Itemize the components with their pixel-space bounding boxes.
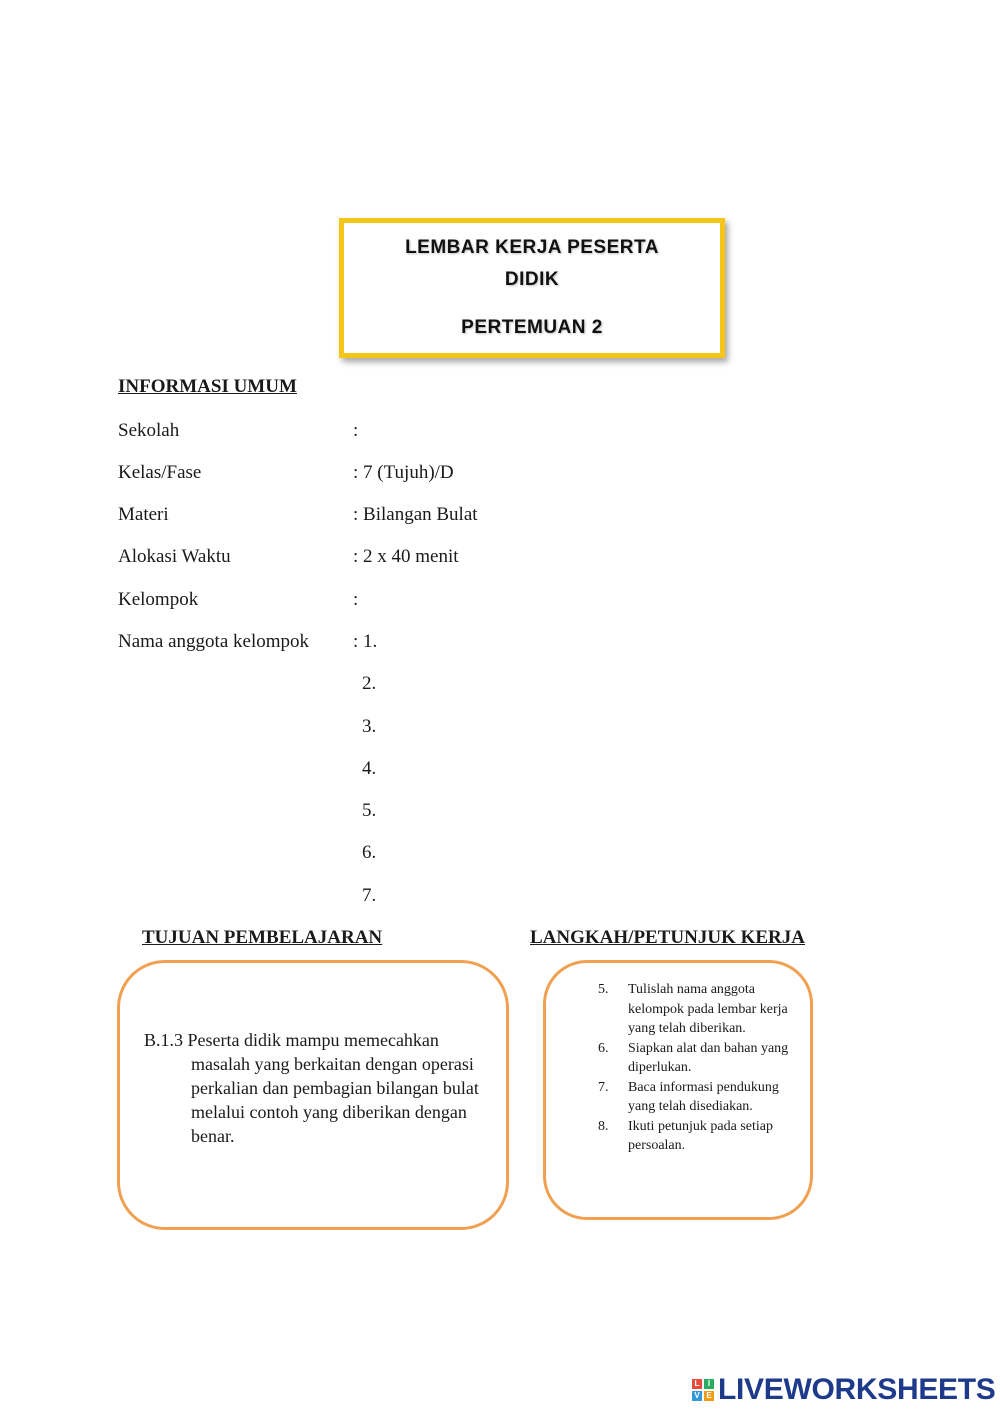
meeting-title: PERTEMUAN 2 xyxy=(461,317,603,338)
info-value-group[interactable]: : xyxy=(353,589,359,610)
step-number: 6. xyxy=(598,1040,609,1056)
step-item xyxy=(598,1078,798,1117)
logo-grid-icon xyxy=(692,1379,714,1401)
info-label-material: Materi xyxy=(118,504,169,525)
steps-list xyxy=(598,980,798,1156)
step-number: 8. xyxy=(598,1118,609,1134)
member-2[interactable]: 2. xyxy=(362,673,377,694)
logo-square-l: L xyxy=(692,1379,702,1389)
steps-heading: LANGKAH/PETUNJUK KERJA xyxy=(530,927,805,948)
member-4[interactable]: 4. xyxy=(362,758,377,779)
member-1[interactable]: : 1. xyxy=(353,631,378,652)
goals-line-1: B.1.3 Peserta didik mampu memecahkan xyxy=(144,1030,439,1050)
step-text: Siapkan alat dan bahan yang diperlukan. xyxy=(628,1040,789,1075)
title-line-2: DIDIK xyxy=(504,269,560,290)
logo-text: LIVEWORKSHEETS xyxy=(718,1373,996,1406)
step-item xyxy=(598,980,798,1039)
info-label-class: Kelas/Fase xyxy=(118,462,202,483)
info-heading: INFORMASI UMUM xyxy=(118,376,297,397)
logo-square-e: E xyxy=(704,1391,714,1401)
goals-line-4: melalui contoh yang diberikan dengan xyxy=(191,1102,467,1122)
step-text: Tulislah nama anggota kelompok pada lembar kerja yang telah diberikan. xyxy=(628,982,788,1036)
member-6[interactable]: 6. xyxy=(362,842,377,863)
step-number: 7. xyxy=(598,1079,609,1095)
info-label-school: Sekolah xyxy=(118,420,180,441)
worksheet-title-box xyxy=(339,218,725,358)
goals-line-5: benar. xyxy=(191,1126,235,1146)
info-label-time: Alokasi Waktu xyxy=(118,546,231,567)
step-text: Ikuti petunjuk pada setiap persoalan. xyxy=(628,1118,774,1153)
logo-square-v: V xyxy=(692,1391,702,1401)
step-item xyxy=(598,1117,798,1156)
info-value-school[interactable]: : xyxy=(353,420,359,441)
liveworksheets-logo[interactable] xyxy=(692,1372,996,1408)
info-label-group: Kelompok xyxy=(118,589,199,610)
step-number: 5. xyxy=(598,982,609,997)
member-5[interactable]: 5. xyxy=(362,800,377,821)
info-value-material: : Bilangan Bulat xyxy=(353,504,478,525)
step-text: Baca informasi pendukung yang telah disediakan. xyxy=(628,1079,779,1114)
logo-square-i: I xyxy=(704,1379,714,1389)
member-7[interactable]: 7. xyxy=(362,885,377,906)
goals-heading: TUJUAN PEMBELAJARAN xyxy=(142,927,383,948)
member-3[interactable]: 3. xyxy=(362,716,377,737)
info-value-time: : 2 x 40 menit xyxy=(353,546,459,567)
info-label-members: Nama anggota kelompok xyxy=(118,631,310,652)
title-line-1: LEMBAR KERJA PESERTA xyxy=(405,237,659,258)
info-value-class: : 7 (Tujuh)/D xyxy=(353,462,454,483)
step-item xyxy=(598,1039,798,1078)
goals-text xyxy=(144,1028,489,1148)
goals-line-3: perkalian dan pembagian bilangan bulat xyxy=(191,1078,479,1098)
goals-line-2: masalah yang berkaitan dengan operasi xyxy=(191,1054,474,1074)
